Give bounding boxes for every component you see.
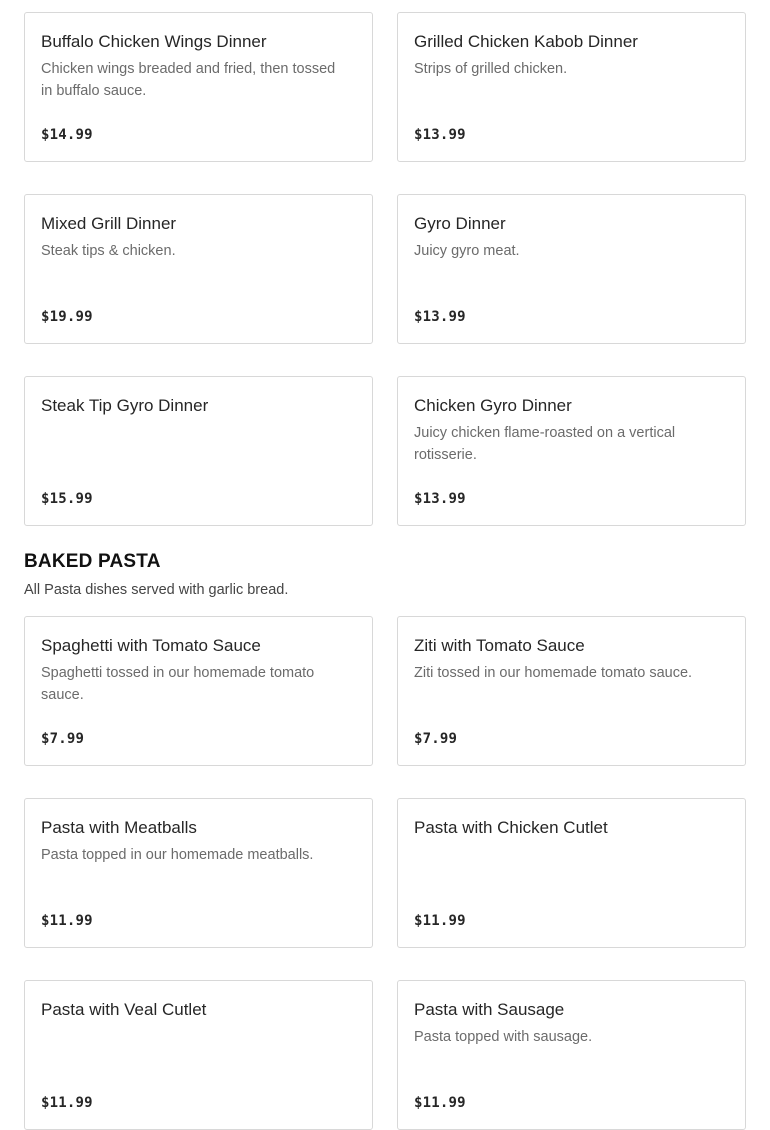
menu-item-description: Pasta topped with sausage. <box>414 1029 593 1045</box>
menu-item-name: Grilled Chicken Kabob Dinner <box>414 32 638 51</box>
menu-item-description: Strips of grilled chicken. <box>414 61 568 77</box>
menu-item-description: Juicy chicken flame-roasted on a vertical rotisserie. <box>414 425 676 463</box>
menu-item-price: $15.99 <box>41 491 93 507</box>
menu-item-card[interactable] <box>397 798 746 948</box>
section-title: BAKED PASTA <box>24 551 161 572</box>
menu-item-name: Pasta with Chicken Cutlet <box>414 818 608 837</box>
menu-item-description: Steak tips & chicken. <box>41 243 176 259</box>
menu-item-price: $14.99 <box>41 127 93 143</box>
menu-item-card[interactable] <box>397 376 746 526</box>
menu-item-name: Steak Tip Gyro Dinner <box>41 396 209 415</box>
menu-item-name: Chicken Gyro Dinner <box>414 396 572 415</box>
menu-item-name: Spaghetti with Tomato Sauce <box>41 636 261 655</box>
menu-item-description: Chicken wings breaded and fried, then tossed in buffalo sauce. <box>41 61 336 99</box>
menu-item-price: $13.99 <box>414 127 466 143</box>
menu-item-price: $19.99 <box>41 309 93 325</box>
menu-item-name: Pasta with Veal Cutlet <box>41 1000 207 1019</box>
menu-item-description: Juicy gyro meat. <box>414 243 520 259</box>
menu-item-card[interactable] <box>24 798 373 948</box>
menu-item-price: $11.99 <box>41 913 93 929</box>
menu-item-price: $11.99 <box>414 913 466 929</box>
menu-item-price: $7.99 <box>414 731 458 747</box>
section-header-baked-pasta <box>24 550 288 600</box>
menu-item-name: Mixed Grill Dinner <box>41 214 177 233</box>
section-description: All Pasta dishes served with garlic bread. <box>24 582 289 598</box>
menu-item-price: $11.99 <box>414 1095 466 1111</box>
menu-item-card[interactable] <box>24 194 373 344</box>
menu-item-description: Pasta topped in our homemade meatballs. <box>41 847 314 863</box>
menu-item-name: Gyro Dinner <box>414 214 506 233</box>
baked-pasta-items-grid <box>24 616 746 1130</box>
menu-item-card[interactable] <box>397 194 746 344</box>
menu-item-price: $13.99 <box>414 309 466 325</box>
menu-item-description: Spaghetti tossed in our homemade tomato sauce. <box>41 665 315 703</box>
menu-item-card[interactable] <box>397 980 746 1130</box>
menu-item-name: Ziti with Tomato Sauce <box>414 636 585 655</box>
menu-item-card[interactable] <box>24 376 373 526</box>
menu-item-name: Buffalo Chicken Wings Dinner <box>41 32 267 51</box>
menu-item-name: Pasta with Sausage <box>414 1000 565 1019</box>
menu-item-price: $7.99 <box>41 731 85 747</box>
menu-item-card[interactable] <box>24 12 373 162</box>
dinner-items-grid <box>24 12 746 526</box>
menu-item-card[interactable] <box>24 980 373 1130</box>
menu-item-card[interactable] <box>397 616 746 766</box>
menu-item-price: $13.99 <box>414 491 466 507</box>
menu-item-card[interactable] <box>397 12 746 162</box>
menu-item-description: Ziti tossed in our homemade tomato sauce. <box>414 665 693 681</box>
menu-item-name: Pasta with Meatballs <box>41 818 197 837</box>
menu-item-price: $11.99 <box>41 1095 93 1111</box>
menu-item-card[interactable] <box>24 616 373 766</box>
